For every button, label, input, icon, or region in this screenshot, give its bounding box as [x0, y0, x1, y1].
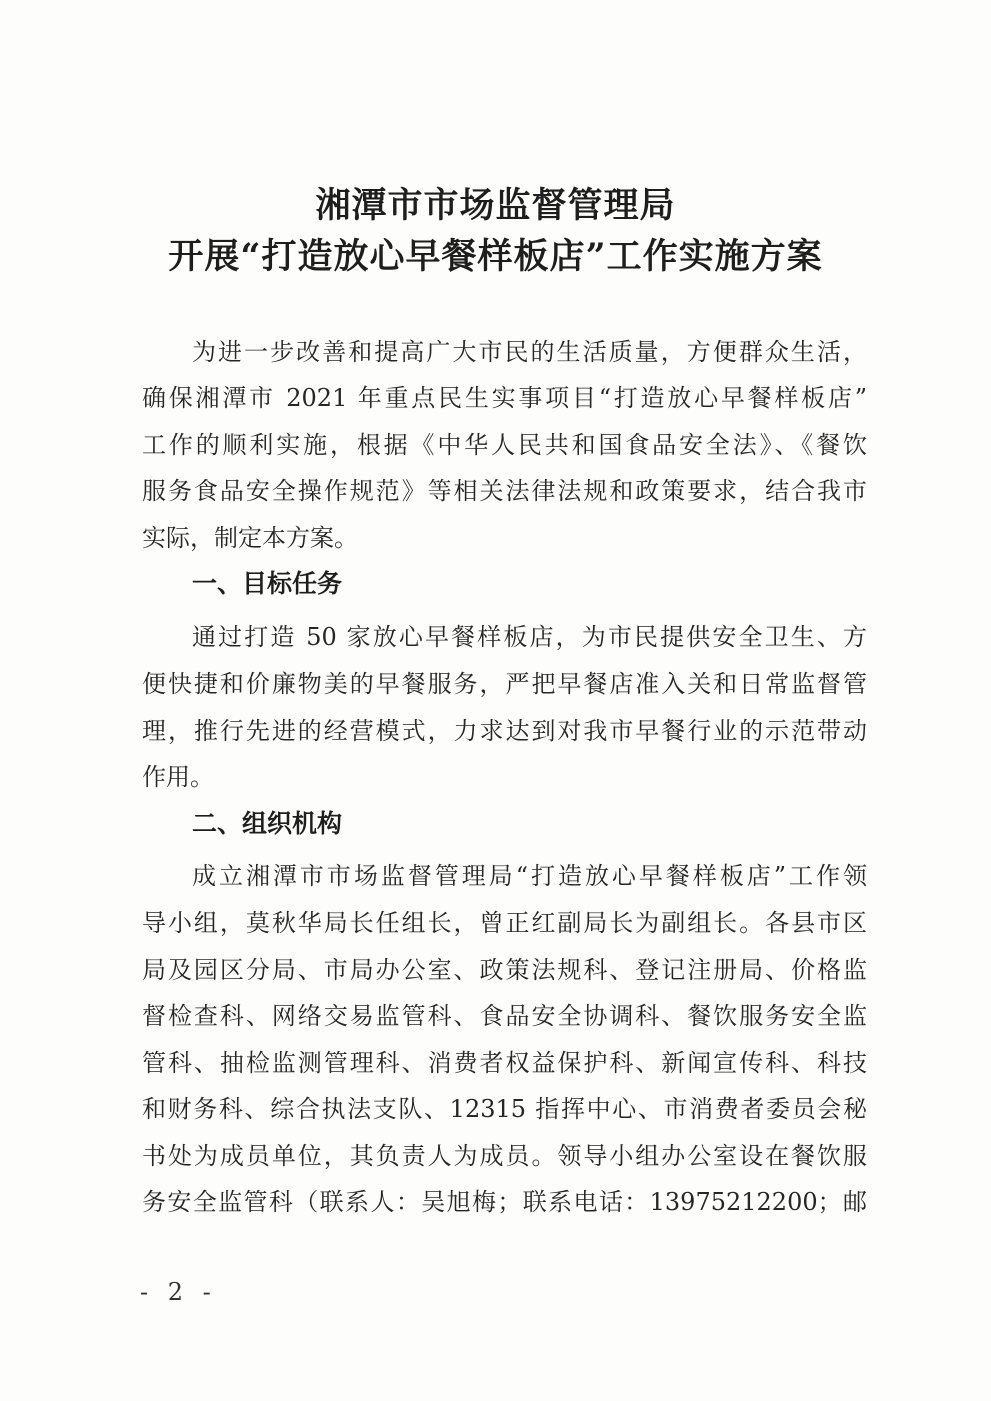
- section-1-line-1: 通过打造 50 家放心早餐样板店，为市民提供安全卫生、方: [192, 623, 867, 651]
- section-2-line-6: 和财务科、综合执法支队、12315 指挥中心、市消费者委员会秘: [142, 1095, 867, 1123]
- page-number: - 2 -: [140, 1278, 217, 1306]
- section-2-line-1: 成立湘潭市市场监督管理局“打造放心早餐样板店”工作领: [192, 862, 867, 890]
- section-2-line-7: 书处为成员单位，其负责人为成员。领导小组办公室设在餐饮服: [142, 1142, 867, 1170]
- intro-line-4: 服务食品安全操作规范》等相关法律法规和政策要求，结合我市: [142, 477, 867, 505]
- intro-line-5: 实际，制定本方案。: [142, 524, 358, 552]
- section-2-line-2: 导小组，莫秋华局长任组长，曾正红副局长为副组长。各县市区: [142, 909, 867, 937]
- document-title-line-2: 开展“打造放心早餐样板店”工作实施方案: [168, 236, 823, 277]
- intro-line-2: 确保湘潭市 2021 年重点民生实事项目“打造放心早餐样板店”: [142, 384, 867, 412]
- section-1-line-3: 理，推行先进的经营模式，力求达到对我市早餐行业的示范带动: [142, 717, 867, 745]
- section-1-line-4: 作用。: [142, 763, 214, 791]
- section-2-line-4: 督检查科、网络交易监管科、食品安全协调科、餐饮服务安全监: [142, 1002, 867, 1030]
- section-2-line-5: 管科、抽检监测管理科、消费者权益保护科、新闻宣传科、科技: [142, 1049, 867, 1077]
- section-1-line-2: 便快捷和价廉物美的早餐服务，严把早餐店准入关和日常监督管: [142, 670, 867, 698]
- document-title-line-1: 湘潭市市场监督管理局: [315, 185, 676, 226]
- section-2-heading: 二、组织机构: [192, 809, 343, 838]
- intro-line-1: 为进一步改善和提高广大市民的生活质量，方便群众生活，: [192, 338, 867, 366]
- section-2-line-8: 务安全监管科（联系人：吴旭梅；联系电话：13975212200；邮: [142, 1188, 867, 1216]
- section-1-heading: 一、目标任务: [192, 569, 343, 598]
- section-2-line-3: 局及园区分局、市局办公室、政策法规科、登记注册局、价格监: [142, 956, 867, 984]
- intro-line-3: 工作的顺利实施，根据《中华人民共和国食品安全法》、《餐饮: [142, 431, 867, 459]
